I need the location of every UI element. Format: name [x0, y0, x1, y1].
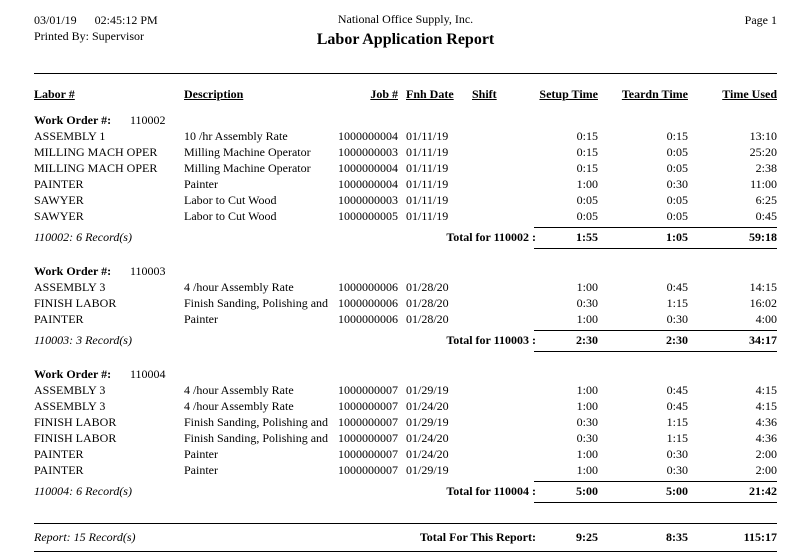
time-used: 16:02: [749, 296, 777, 310]
job-number: 1000000004: [338, 177, 398, 191]
labor-row: [34, 208, 777, 224]
labor-code: MILLING MACH OPER: [34, 161, 158, 175]
print-date: 03/01/19: [34, 13, 77, 27]
time-used: 0:45: [755, 209, 777, 223]
group-used-total: 34:17: [749, 333, 777, 347]
labor-description: Painter: [184, 447, 218, 461]
print-info: [34, 12, 317, 44]
labor-description: Milling Machine Operator: [184, 145, 311, 159]
labor-code: FINISH LABOR: [34, 296, 117, 310]
teardn-time: 1:15: [666, 431, 688, 445]
shift-value: [464, 295, 509, 311]
labor-code: PAINTER: [34, 463, 84, 477]
work-order-label: Work Order #:: [34, 367, 112, 381]
teardn-time: 0:05: [666, 209, 688, 223]
shift-value: [464, 144, 509, 160]
group-record-count: 110003: 3 Record(s): [34, 333, 132, 347]
fnh-date: 01/29/19: [406, 415, 449, 429]
header-divider: [34, 73, 777, 74]
labor-row: [34, 176, 777, 192]
labor-description: Milling Machine Operator: [184, 161, 311, 175]
column-headers: [34, 86, 777, 102]
group-gap: [34, 504, 777, 511]
group-gap: [34, 250, 777, 257]
report-total-row: [34, 529, 777, 545]
col-job: Job #: [370, 87, 398, 101]
report-used-total: 115:17: [743, 530, 777, 544]
page-number: Page 1: [744, 13, 777, 27]
group-total-label: Total for 110003 :: [446, 333, 536, 347]
job-number: 1000000003: [338, 145, 398, 159]
labor-row: [34, 128, 777, 144]
labor-code: ASSEMBLY 3: [34, 399, 106, 413]
report-teardn-total: 8:35: [666, 530, 688, 544]
work-order-cell: [34, 263, 184, 279]
shift-value: [464, 382, 509, 398]
labor-description: 4 /hour Assembly Rate: [184, 280, 294, 294]
shift-value: [464, 176, 509, 192]
labor-row: [34, 446, 777, 462]
labor-row: [34, 414, 777, 430]
group-record-count: 110002: 6 Record(s): [34, 230, 132, 244]
job-number: 1000000004: [338, 161, 398, 175]
group-total-rule-bottom: [534, 351, 777, 352]
teardn-time: 0:45: [666, 383, 688, 397]
job-number: 1000000005: [338, 209, 398, 223]
teardn-time: 0:05: [666, 145, 688, 159]
labor-description: Painter: [184, 463, 218, 477]
labor-row: [34, 279, 777, 295]
labor-description: 4 /hour Assembly Rate: [184, 399, 294, 413]
labor-code: ASSEMBLY 3: [34, 383, 106, 397]
labor-code: PAINTER: [34, 177, 84, 191]
setup-time: 0:15: [576, 161, 598, 175]
teardn-time: 1:15: [666, 296, 688, 310]
work-order-number: 110003: [130, 264, 166, 278]
work-order-cell: [34, 366, 184, 382]
group-total-rule-top: [534, 481, 777, 482]
fnh-date: 01/11/19: [406, 145, 449, 159]
shift-value: [464, 414, 509, 430]
shift-value: [464, 128, 509, 144]
labor-code: ASSEMBLY 1: [34, 129, 106, 143]
fnh-date: 01/11/19: [406, 177, 449, 191]
col-labor: Labor #: [34, 87, 75, 101]
group-teardn-total: 1:05: [666, 230, 688, 244]
col-setup-time: Setup Time: [539, 87, 598, 101]
fnh-date: 01/29/19: [406, 463, 449, 477]
time-used: 4:15: [755, 383, 777, 397]
time-used: 13:10: [749, 129, 777, 143]
labor-row: [34, 192, 777, 208]
group-total-rule-bottom: [534, 248, 777, 249]
shift-value: [464, 462, 509, 478]
shift-value: [464, 398, 509, 414]
job-number: 1000000007: [338, 463, 398, 477]
shift-value: [464, 160, 509, 176]
setup-time: 1:00: [576, 399, 598, 413]
labor-description: 4 /hour Assembly Rate: [184, 383, 294, 397]
col-teardn-time: Teardn Time: [621, 87, 688, 101]
fnh-date: 01/29/19: [406, 383, 449, 397]
teardn-time: 0:30: [666, 447, 688, 461]
labor-row: [34, 295, 777, 311]
labor-row: [34, 160, 777, 176]
time-used: 4:36: [755, 431, 777, 445]
shift-value: [464, 446, 509, 462]
group-total-rule-top: [534, 227, 777, 228]
fnh-date: 01/11/19: [406, 161, 449, 175]
work-order-header: [34, 263, 777, 279]
labor-row: [34, 462, 777, 478]
teardn-time: 0:45: [666, 280, 688, 294]
labor-code: PAINTER: [34, 447, 84, 461]
labor-code: FINISH LABOR: [34, 431, 117, 445]
print-time: 02:45:12 PM: [94, 13, 158, 27]
report-total-label: Total For This Report:: [419, 530, 536, 544]
setup-time: 1:00: [576, 463, 598, 477]
time-used: 11:00: [750, 177, 777, 191]
setup-time: 0:15: [576, 145, 598, 159]
group-setup-total: 2:30: [576, 333, 598, 347]
labor-row: [34, 144, 777, 160]
labor-code: SAWYER: [34, 209, 84, 223]
report-title: Labor Application Report: [316, 31, 495, 48]
group-setup-total: 1:55: [576, 230, 598, 244]
time-used: 4:00: [755, 312, 777, 326]
print-datetime: [34, 12, 317, 28]
work-order-header: [34, 112, 777, 128]
report-body: [34, 112, 777, 511]
job-number: 1000000007: [338, 415, 398, 429]
group-footer: [34, 229, 777, 245]
company-name: National Office Supply, Inc.: [337, 12, 474, 26]
labor-row: [34, 311, 777, 327]
group-used-total: 59:18: [749, 230, 777, 244]
labor-description: Painter: [184, 312, 218, 326]
setup-time: 1:00: [576, 447, 598, 461]
fnh-date: 01/11/19: [406, 193, 449, 207]
fnh-date: 01/24/20: [406, 447, 449, 461]
labor-description: Finish Sanding, Polishing and: [184, 296, 329, 310]
group-used-total: 21:42: [749, 484, 777, 498]
report-setup-total: 9:25: [576, 530, 598, 544]
labor-code: ASSEMBLY 3: [34, 280, 106, 294]
work-order-label: Work Order #:: [34, 264, 112, 278]
teardn-time: 0:30: [666, 177, 688, 191]
setup-time: 1:00: [576, 280, 598, 294]
teardn-time: 0:05: [666, 193, 688, 207]
printed-by: Printed By: Supervisor: [34, 29, 144, 43]
group-total-rule-bottom: [534, 502, 777, 503]
job-number: 1000000007: [338, 399, 398, 413]
group-gap: [34, 353, 777, 360]
job-number: 1000000007: [338, 383, 398, 397]
time-used: 14:15: [749, 280, 777, 294]
fnh-date: 01/28/20: [406, 280, 449, 294]
group-teardn-total: 2:30: [666, 333, 688, 347]
teardn-time: 0:30: [666, 463, 688, 477]
labor-code: SAWYER: [34, 193, 84, 207]
shift-value: [464, 192, 509, 208]
time-used: 2:00: [755, 447, 777, 461]
setup-time: 1:00: [576, 177, 598, 191]
labor-description: Painter: [184, 177, 218, 191]
fnh-date: 01/24/20: [406, 399, 449, 413]
labor-description: Finish Sanding, Polishing and: [184, 415, 329, 429]
teardn-time: 0:30: [666, 312, 688, 326]
labor-code: FINISH LABOR: [34, 415, 117, 429]
work-order-cell: [34, 112, 184, 128]
col-time-used: Time Used: [722, 87, 777, 101]
teardn-time: 0:15: [666, 129, 688, 143]
setup-time: 1:00: [576, 312, 598, 326]
teardn-time: 1:15: [666, 415, 688, 429]
shift-value: [464, 208, 509, 224]
col-fnh-date: Fnh Date: [406, 87, 454, 101]
shift-value: [464, 430, 509, 446]
labor-code: MILLING MACH OPER: [34, 145, 158, 159]
job-number: 1000000004: [338, 129, 398, 143]
setup-time: 0:30: [576, 431, 598, 445]
group-footer: [34, 483, 777, 499]
group-record-count: 110004: 6 Record(s): [34, 484, 132, 498]
time-used: 6:25: [755, 193, 777, 207]
setup-time: 0:30: [576, 296, 598, 310]
labor-description: Labor to Cut Wood: [184, 193, 277, 207]
time-used: 4:15: [755, 399, 777, 413]
fnh-date: 01/28/20: [406, 296, 449, 310]
report-footer: [34, 523, 777, 552]
teardn-time: 0:05: [666, 161, 688, 175]
setup-time: 0:30: [576, 415, 598, 429]
col-description: Description: [184, 87, 244, 101]
labor-code: PAINTER: [34, 312, 84, 326]
fnh-date: 01/11/19: [406, 129, 449, 143]
group-footer: [34, 332, 777, 348]
job-number: 1000000007: [338, 431, 398, 445]
work-order-number: 110004: [130, 367, 166, 381]
time-used: 4:36: [755, 415, 777, 429]
shift-value: [464, 279, 509, 295]
shift-value: [464, 311, 509, 327]
teardn-time: 0:45: [666, 399, 688, 413]
time-used: 25:20: [749, 145, 777, 159]
fnh-date: 01/11/19: [406, 209, 449, 223]
work-order-label: Work Order #:: [34, 113, 112, 127]
fnh-date: 01/24/20: [406, 431, 449, 445]
labor-description: Finish Sanding, Polishing and: [184, 431, 329, 445]
col-shift: Shift: [472, 87, 497, 101]
group-total-rule-top: [534, 330, 777, 331]
work-order-number: 110002: [130, 113, 166, 127]
fnh-date: 01/28/20: [406, 312, 449, 326]
setup-time: 0:05: [576, 193, 598, 207]
group-total-label: Total for 110002 :: [446, 230, 536, 244]
labor-row: [34, 398, 777, 414]
job-number: 1000000006: [338, 280, 398, 294]
job-number: 1000000003: [338, 193, 398, 207]
labor-row: [34, 430, 777, 446]
setup-time: 0:05: [576, 209, 598, 223]
labor-description: 10 /hr Assembly Rate: [184, 129, 288, 143]
group-teardn-total: 5:00: [666, 484, 688, 498]
work-order-header: [34, 366, 777, 382]
page-header: [34, 12, 777, 49]
time-used: 2:00: [755, 463, 777, 477]
job-number: 1000000007: [338, 447, 398, 461]
setup-time: 0:15: [576, 129, 598, 143]
setup-time: 1:00: [576, 383, 598, 397]
report-titles: [317, 12, 495, 49]
group-total-label: Total for 110004 :: [446, 484, 536, 498]
time-used: 2:38: [755, 161, 777, 175]
group-setup-total: 5:00: [576, 484, 598, 498]
labor-description: Labor to Cut Wood: [184, 209, 277, 223]
job-number: 1000000006: [338, 312, 398, 326]
job-number: 1000000006: [338, 296, 398, 310]
report-record-count: Report: 15 Record(s): [34, 530, 136, 544]
labor-row: [34, 382, 777, 398]
